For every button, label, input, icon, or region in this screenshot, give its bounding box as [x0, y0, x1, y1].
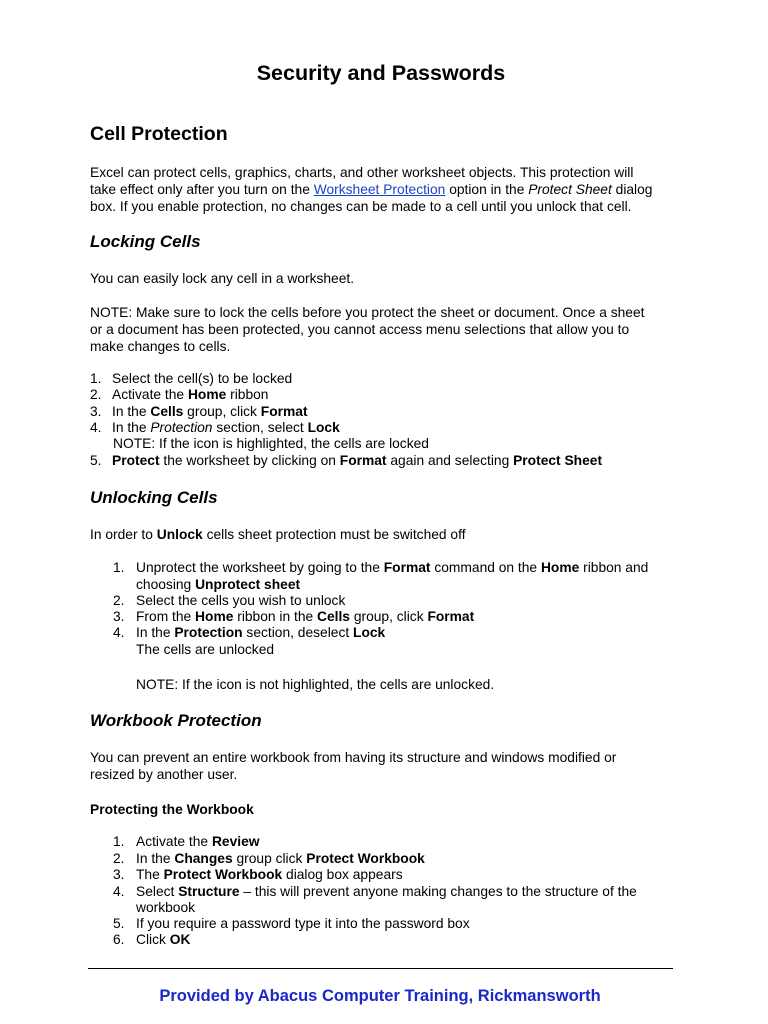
list-bold: Home — [195, 609, 234, 624]
list-bold: Format — [260, 404, 308, 419]
list-text: Select the cell(s) to be locked — [112, 371, 293, 386]
list-number: 3. — [90, 404, 102, 419]
list-item — [113, 609, 474, 625]
list-bold: Lock — [353, 625, 386, 640]
list-text: In the — [112, 420, 151, 435]
workbook-protection-heading: Workbook Protection — [90, 711, 262, 730]
list-item-continuation — [136, 577, 300, 593]
list-number: 4. — [113, 625, 125, 640]
list-bold: Review — [211, 834, 260, 849]
workbook-intro-line-1: You can prevent an entire workbook from having its structure and windows modified or — [90, 750, 617, 765]
list-text: If you require a password type it into the password box — [136, 916, 470, 931]
list-item — [113, 560, 648, 576]
list-bold: Protect Sheet — [513, 453, 603, 468]
intro-line-3: box. If you enable protection, no changes can be made to a cell until you unlock that cell. — [90, 199, 632, 214]
list-text: – this will prevent anyone making changes to the structure of the — [239, 884, 637, 899]
list-number: 1. — [113, 834, 125, 849]
list-text: From the — [136, 609, 196, 624]
list-text: Select — [136, 884, 179, 899]
list-number: 3. — [113, 867, 125, 882]
list-item — [90, 387, 268, 403]
worksheet-protection-link[interactable]: Worksheet Protection — [313, 182, 446, 197]
list-bold: Home — [187, 387, 227, 402]
list-bold: Cells — [317, 609, 350, 624]
list-number: 6. — [113, 932, 125, 947]
locking-cells-heading: Locking Cells — [90, 232, 201, 251]
list-text: Unprotect the worksheet by going to the — [136, 560, 384, 575]
list-number: 2. — [90, 387, 102, 402]
list-item — [113, 625, 385, 641]
cell-protection-intro — [90, 164, 690, 215]
unlocking-cells-heading: Unlocking Cells — [90, 488, 218, 507]
intro-line-2 — [90, 181, 690, 198]
list-number: 4. — [113, 884, 125, 899]
intro-text: cells sheet protection must be switched off — [202, 527, 466, 542]
list-number: 1. — [113, 560, 125, 575]
list-text: Click — [136, 932, 170, 947]
list-text: command on the — [430, 560, 541, 575]
list-number: 1. — [90, 371, 102, 386]
list-number: 3. — [113, 609, 125, 624]
list-emphasis: Protection — [150, 420, 213, 435]
list-item — [90, 404, 308, 420]
list-text: group click — [232, 851, 307, 866]
locking-note-line-1: NOTE: Make sure to lock the cells before you protect the sheet or document. Once a sheet — [90, 305, 645, 320]
list-item-continuation: The cells are unlocked — [136, 642, 275, 657]
list-text: Activate the — [112, 387, 188, 402]
list-text: Select the cells you wish to unlock — [136, 593, 346, 608]
list-bold: Protect Workbook — [163, 867, 283, 882]
list-bold: Format — [427, 609, 475, 624]
list-text: In the — [112, 404, 151, 419]
list-item — [113, 916, 470, 932]
list-bold: Unprotect sheet — [195, 577, 301, 592]
intro-line-1: Excel can protect cells, graphics, charts, and other worksheet objects. This protection will — [90, 165, 634, 180]
list-item — [113, 851, 425, 867]
intro-text: option in the — [445, 182, 529, 197]
list-item — [90, 371, 292, 387]
locking-note-line-3: make changes to cells. — [90, 339, 231, 354]
list-text: In the — [136, 851, 175, 866]
list-item-continuation: workbook — [136, 900, 196, 915]
locking-intro: You can easily lock any cell in a worksheet. — [90, 271, 355, 286]
list-item — [113, 932, 190, 948]
list-item — [90, 420, 340, 436]
locking-note-line-2: or a document has been protected, you cannot access menu selections that allow you to — [90, 322, 630, 337]
list-text: The — [136, 867, 164, 882]
footer-credit: Provided by Abacus Computer Training, Rickmansworth — [159, 987, 601, 1005]
list-item — [90, 453, 602, 469]
list-text: group, click — [349, 609, 428, 624]
list-bold: OK — [169, 932, 191, 947]
list-text: dialog box appears — [282, 867, 403, 882]
list-number: 5. — [90, 453, 102, 468]
list-item — [113, 867, 403, 883]
list-number: 2. — [113, 593, 125, 608]
list-text: ribbon and — [579, 560, 649, 575]
intro-text: dialog — [611, 182, 653, 197]
list-text: ribbon — [226, 387, 269, 402]
list-number: 5. — [113, 916, 125, 931]
list-text: the worksheet by clicking on — [159, 453, 340, 468]
list-bold: Protect Workbook — [306, 851, 425, 866]
unlocking-note: NOTE: If the icon is not highlighted, the cells are unlocked. — [136, 677, 495, 692]
list-text: section, select — [212, 420, 308, 435]
footer-divider — [88, 968, 673, 969]
list-text: choosing — [136, 577, 196, 592]
list-item — [113, 593, 345, 609]
list-number: 4. — [90, 420, 102, 435]
list-text: Activate the — [136, 834, 212, 849]
list-bold: Changes — [174, 851, 233, 866]
list-bold: Format — [339, 453, 387, 468]
protecting-workbook-subheading: Protecting the Workbook — [90, 802, 254, 817]
list-text: ribbon in the — [233, 609, 317, 624]
workbook-intro-line-2: resized by another user. — [90, 767, 238, 782]
workbook-intro — [90, 749, 690, 783]
protect-sheet-emphasis: Protect Sheet — [528, 182, 612, 197]
list-bold: Cells — [150, 404, 184, 419]
list-item — [113, 834, 260, 850]
page-title: Security and Passwords — [256, 61, 506, 85]
list-bold: Structure — [178, 884, 240, 899]
intro-text: In order to — [90, 527, 157, 542]
locking-note — [90, 304, 690, 355]
list-number: 2. — [113, 851, 125, 866]
list-text: again and selecting — [386, 453, 514, 468]
list-item — [113, 884, 637, 900]
list-bold: Home — [540, 560, 580, 575]
list-text: group, click — [183, 404, 261, 419]
intro-text: take effect only after you turn on the — [90, 182, 314, 197]
list-bold: Protection — [174, 625, 243, 640]
unlock-bold: Unlock — [156, 527, 203, 542]
list-bold: Lock — [307, 420, 340, 435]
unlocking-intro — [90, 526, 690, 543]
list-item-note: NOTE: If the icon is highlighted, the cells are locked — [113, 436, 429, 451]
list-text: In the — [136, 625, 175, 640]
cell-protection-heading: Cell Protection — [90, 123, 228, 145]
list-text: section, deselect — [242, 625, 354, 640]
list-bold: Format — [383, 560, 431, 575]
list-bold: Protect — [112, 453, 160, 468]
